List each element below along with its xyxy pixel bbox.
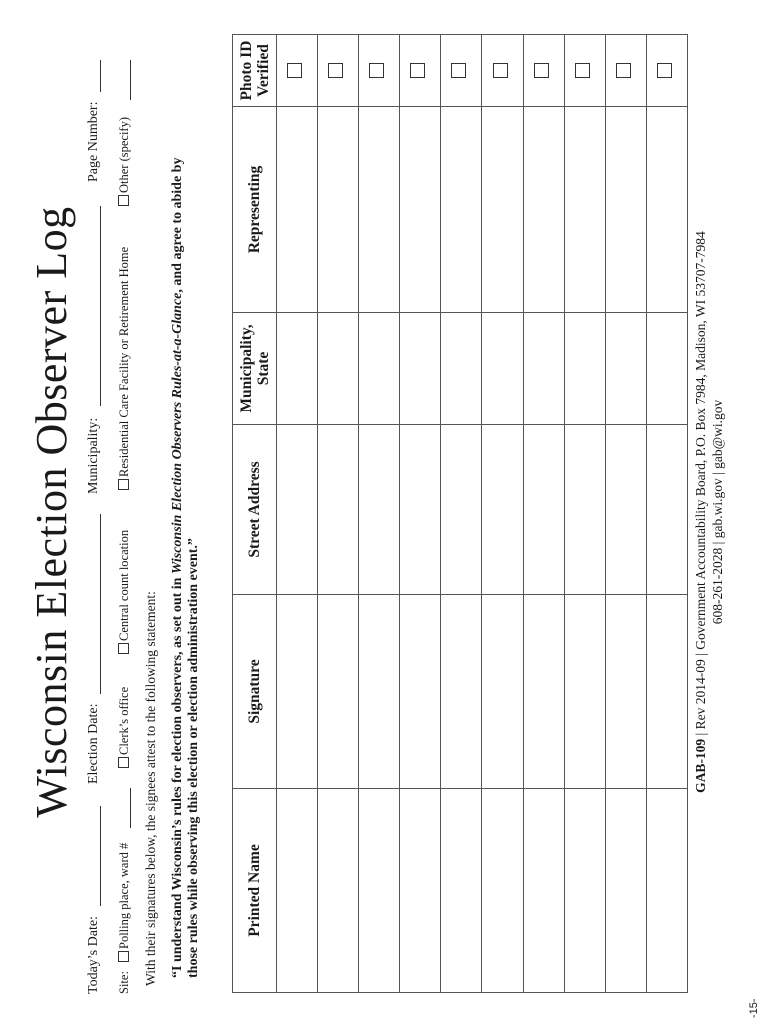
photo-id-verified-cell [605, 35, 646, 107]
representing-cell[interactable] [441, 107, 482, 313]
column-header-photo-id-verified: Photo ID Verified [233, 35, 277, 107]
photo-id-verified-cell [277, 35, 318, 107]
signature-cell[interactable] [359, 595, 400, 789]
photo-id-verified-cell [482, 35, 523, 107]
table-row [564, 35, 605, 993]
printed-name-cell[interactable] [605, 789, 646, 993]
street-address-cell[interactable] [523, 425, 564, 595]
ward-number-field[interactable] [130, 788, 131, 828]
photo-id-checkbox[interactable] [493, 63, 508, 78]
photo-id-verified-cell [359, 35, 400, 107]
street-address-cell[interactable] [605, 425, 646, 595]
municipality-state-cell[interactable] [482, 313, 523, 425]
other-specify-field[interactable] [130, 60, 131, 100]
printed-name-cell[interactable] [441, 789, 482, 993]
street-address-cell[interactable] [318, 425, 359, 595]
table-row [400, 35, 441, 993]
site-option-central-count[interactable]: Central count location [117, 530, 132, 654]
municipality-state-cell[interactable] [318, 313, 359, 425]
footer-line-1: GAB-109 | Rev 2014-09 | Government Accountability Board, P.O. Box 7984, Madison, WI 53707-7984 [693, 231, 708, 793]
checkbox-icon [118, 951, 129, 962]
printed-name-cell[interactable] [564, 789, 605, 993]
checkbox-icon [118, 195, 129, 206]
printed-name-cell[interactable] [277, 789, 318, 993]
photo-id-checkbox[interactable] [657, 63, 672, 78]
site-option-residential-care[interactable]: Residential Care Facility or Retirement Home [117, 247, 132, 490]
checkbox-icon [118, 479, 129, 490]
form-id: GAB-109 [693, 738, 708, 793]
table-row [277, 35, 318, 993]
photo-id-verified-cell [564, 35, 605, 107]
photo-id-checkbox[interactable] [328, 63, 343, 78]
table-row [605, 35, 646, 993]
table-row [318, 35, 359, 993]
column-header-municipality-state: Municipality, State [233, 313, 277, 425]
printed-name-cell[interactable] [482, 789, 523, 993]
municipality-state-cell[interactable] [277, 313, 318, 425]
column-header-signature: Signature [233, 595, 277, 789]
photo-id-checkbox[interactable] [534, 63, 549, 78]
todays-date-label: Today’s Date: [86, 916, 101, 994]
photo-id-verified-cell [400, 35, 441, 107]
photo-id-checkbox[interactable] [616, 63, 631, 78]
table-header-row [233, 35, 277, 993]
site-label: Site: [117, 971, 131, 994]
checkbox-icon [118, 643, 129, 654]
street-address-cell[interactable] [441, 425, 482, 595]
table-row [441, 35, 482, 993]
photo-id-verified-cell [646, 35, 687, 107]
photo-id-verified-cell [318, 35, 359, 107]
municipality-state-cell[interactable] [605, 313, 646, 425]
signature-cell[interactable] [441, 595, 482, 789]
representing-cell[interactable] [400, 107, 441, 313]
printed-name-cell[interactable] [523, 789, 564, 993]
signature-cell[interactable] [523, 595, 564, 789]
signature-cell[interactable] [564, 595, 605, 789]
page-number-label: Page Number: [86, 101, 101, 182]
election-date-label: Election Date: [86, 703, 101, 784]
election-date-field[interactable] [100, 514, 101, 694]
site-option-other[interactable]: Other (specify) [117, 117, 132, 206]
street-address-cell[interactable] [564, 425, 605, 595]
representing-cell[interactable] [646, 107, 687, 313]
representing-cell[interactable] [523, 107, 564, 313]
page-title: Wisconsin Election Observer Log [27, 206, 76, 818]
municipality-state-cell[interactable] [441, 313, 482, 425]
table-row [523, 35, 564, 993]
municipality-state-cell[interactable] [523, 313, 564, 425]
representing-cell[interactable] [359, 107, 400, 313]
photo-id-checkbox[interactable] [451, 63, 466, 78]
photo-id-checkbox[interactable] [410, 63, 425, 78]
municipality-state-cell[interactable] [400, 313, 441, 425]
representing-cell[interactable] [482, 107, 523, 313]
column-header-representing: Representing [233, 107, 277, 313]
todays-date-field[interactable] [100, 806, 101, 906]
municipality-state-cell[interactable] [564, 313, 605, 425]
signature-cell[interactable] [400, 595, 441, 789]
signature-cell[interactable] [482, 595, 523, 789]
printed-name-cell[interactable] [359, 789, 400, 993]
checkbox-icon [118, 757, 129, 768]
street-address-cell[interactable] [359, 425, 400, 595]
column-header-street-address: Street Address [233, 425, 277, 595]
signature-cell[interactable] [277, 595, 318, 789]
municipality-state-cell[interactable] [359, 313, 400, 425]
attestation-statement: “I understand Wisconsin’s rules for election observers, as set out in Wisconsin Election Observers Rules-at-a-Glance, and agree to abide by those rules while observing this election or election administration event.” [170, 157, 201, 978]
photo-id-verified-cell [523, 35, 564, 107]
printed-name-cell[interactable] [400, 789, 441, 993]
attestation-intro: With their signatures below, the signees attest to the following statement: [143, 591, 158, 986]
representing-cell[interactable] [605, 107, 646, 313]
representing-cell[interactable] [277, 107, 318, 313]
rules-document-title: Wisconsin Election Observers Rules-at-a-Glance [170, 292, 185, 575]
table-row [646, 35, 687, 993]
table-body [277, 35, 688, 993]
photo-id-verified-cell [441, 35, 482, 107]
photo-id-checkbox[interactable] [287, 63, 302, 78]
table-row [482, 35, 523, 993]
column-header-printed-name: Printed Name [233, 789, 277, 993]
street-address-cell[interactable] [400, 425, 441, 595]
header-fields-row [86, 60, 108, 994]
signature-cell[interactable] [605, 595, 646, 789]
table-row [359, 35, 400, 993]
municipality-field[interactable] [100, 206, 101, 406]
signature-cell[interactable] [646, 595, 687, 789]
photo-id-checkbox[interactable] [369, 63, 384, 78]
observer-log-table [232, 34, 688, 993]
site-option-polling-place[interactable]: Polling place, ward # [117, 843, 132, 962]
street-address-cell[interactable] [646, 425, 687, 595]
photo-id-checkbox[interactable] [575, 63, 590, 78]
municipality-state-cell[interactable] [646, 313, 687, 425]
page-number: -15- [748, 998, 760, 1018]
printed-name-cell[interactable] [318, 789, 359, 993]
printed-name-cell[interactable] [646, 789, 687, 993]
street-address-cell[interactable] [482, 425, 523, 595]
representing-cell[interactable] [564, 107, 605, 313]
signature-cell[interactable] [318, 595, 359, 789]
representing-cell[interactable] [318, 107, 359, 313]
site-row [117, 60, 137, 994]
municipality-label: Municipality: [86, 417, 101, 494]
site-option-clerks-office[interactable]: Clerk’s office [117, 687, 132, 768]
page-number-field[interactable] [100, 60, 101, 92]
street-address-cell[interactable] [277, 425, 318, 595]
footer-line-2: 608-261-2028 | gab.wi.gov | gab@wi.gov [710, 399, 725, 625]
